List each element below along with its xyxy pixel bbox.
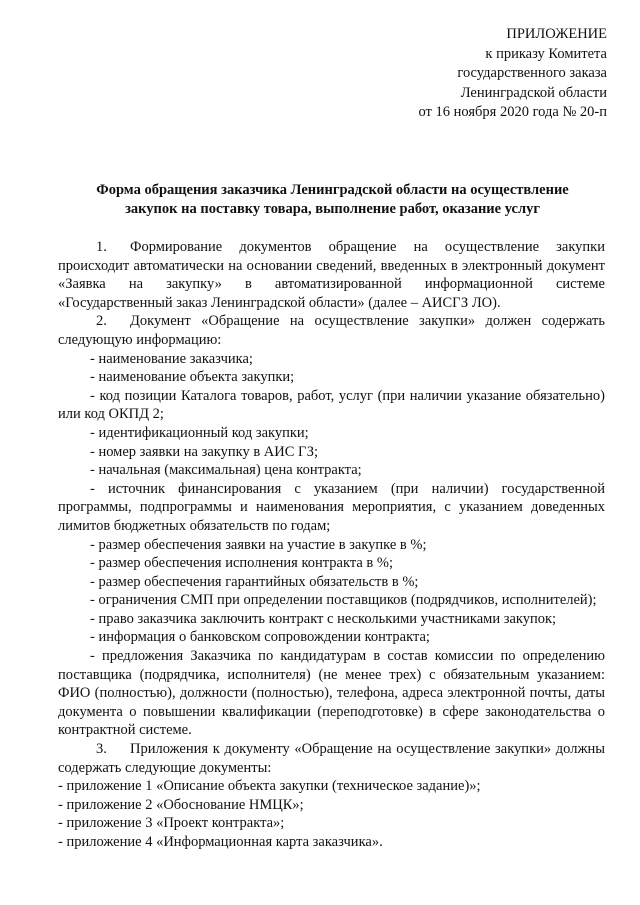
list-item: - наименование объекта закупки; <box>90 369 295 386</box>
committee-line: государственного заказа <box>457 65 607 81</box>
order-date-line: от 16 ноября 2020 года № 20-п <box>418 104 607 120</box>
list-item: - предложения Заказчика по кандидатурам в состав комиссии по определению поставщика (подрядчика, исполнителя) (не менее трех) с обязательным указанием: ФИО (полностью), должности (полностью), телефона, адреса электронной почты, даты документа о повышении квалификации (переподготовке) в сфере законодательства о контрактной системе. <box>58 648 605 739</box>
attachment-item: - приложение 2 «Обоснование НМЦК»; <box>58 796 304 813</box>
paragraph-1 <box>58 238 605 312</box>
paragraph-2 <box>58 312 605 349</box>
order-reference-line: к приказу Комитета <box>485 45 607 62</box>
list-item: - наименование заказчика; <box>90 350 253 367</box>
title-line-2: закупок на поставку товара, выполнение работ, оказание услуг <box>125 201 540 217</box>
document-title <box>60 181 605 219</box>
title-line-1: Форма обращения заказчика Ленинградской области на осуществление <box>96 182 569 198</box>
paragraph-1-text: Формирование документов обращение на осуществление закупки происходит автоматически на основании сведений, введенных в электронный документ «Заявка на закупку» в автоматизированной информационной системе «Государственный заказ Ленинградской области» (далее – АИСГЗ ЛО). <box>58 239 605 311</box>
region-line: Ленинградской области <box>460 84 607 101</box>
attachment-item: - приложение 4 «Информационная карта заказчика». <box>58 834 383 850</box>
list-item: - источник финансирования с указанием (при наличии) государственной программы, подпрограммы и наименования мероприятия, с указанием доведенных лимитов бюджетных обязательств по годам; <box>58 480 605 534</box>
list-item: - право заказчика заключить контракт с несколькими участниками закупок; <box>90 610 557 627</box>
list-item: - размер обеспечения исполнения контракта в %; <box>90 555 393 572</box>
attachment-item: - приложение 1 «Описание объекта закупки (техническое задание)»; <box>58 778 481 795</box>
appendix-header <box>419 25 608 123</box>
list-item: - размер обеспечения заявки на участие в закупке в %; <box>90 536 427 553</box>
attachment-item: - приложение 3 «Проект контракта»; <box>58 815 285 832</box>
list-item: - ограничения СМП при определении поставщиков (подрядчиков, исполнителей); <box>90 592 597 609</box>
list-item: - начальная (максимальная) цена контракта; <box>90 462 362 479</box>
paragraph-3 <box>58 740 605 777</box>
paragraph-3-text: Приложения к документу «Обращение на осуществление закупки» должны содержать следующие документы: <box>58 741 605 776</box>
appendix-label: ПРИЛОЖЕНИЕ <box>506 26 607 42</box>
paragraph-1-number: 1. <box>96 239 107 255</box>
list-item: - номер заявки на закупку в АИС ГЗ; <box>90 443 319 460</box>
list-item: - информация о банковском сопровождении контракта; <box>90 629 430 646</box>
paragraph-2-number: 2. <box>96 313 107 330</box>
paragraph-3-number: 3. <box>96 741 107 758</box>
document-body <box>58 238 605 852</box>
list-item: - размер обеспечения гарантийных обязательств в %; <box>90 573 419 590</box>
list-item: - код позиции Каталога товаров, работ, услуг (при наличии указание обязательно) или код ОКПД 2; <box>58 387 605 423</box>
paragraph-2-text: Документ «Обращение на осуществление закупки» должен содержать следующую информацию: <box>58 313 605 348</box>
list-item: - идентификационный код закупки; <box>90 424 309 441</box>
